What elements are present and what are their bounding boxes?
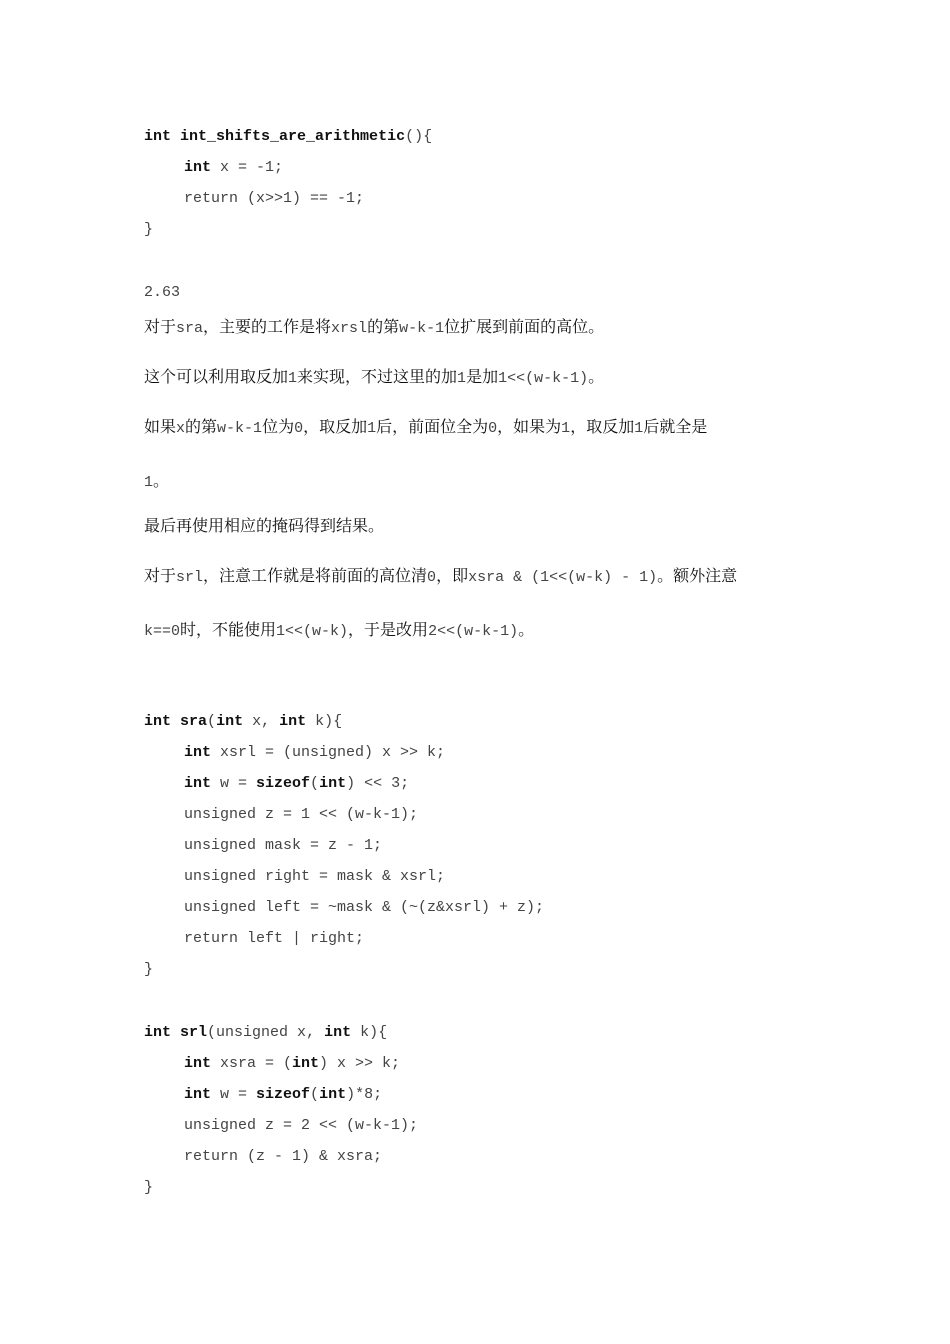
inline-code: 0: [294, 420, 304, 437]
paragraph-2: [144, 364, 604, 387]
code3-line-5: }: [144, 1179, 154, 1196]
inline-code: 1<<(w-k-1): [498, 370, 589, 387]
inline-code: 1<<(w-k): [276, 623, 349, 640]
inline-code: 0: [488, 420, 498, 437]
text: 位扩展到前面的高位。: [444, 317, 605, 336]
keyword: int: [324, 1024, 352, 1041]
inline-code: 0: [427, 569, 437, 586]
keyword: int: [144, 1024, 172, 1041]
text: ，主要的工作是将: [203, 317, 332, 336]
text: 来实现，不过这里的加: [297, 367, 458, 386]
keyword: int: [144, 128, 172, 145]
code-text: xsra = (: [211, 1055, 293, 1072]
code2-line-3: unsigned z = 1 << (w-k-1);: [184, 806, 419, 823]
inline-code: x: [176, 420, 186, 437]
paragraph-3-cont: [144, 468, 169, 491]
text: 的第: [185, 417, 218, 436]
code-text: x = -1;: [211, 159, 284, 176]
code3-line-1: [184, 1055, 400, 1072]
keyword: sizeof: [256, 775, 311, 792]
inline-code: 1: [144, 474, 154, 491]
keyword: int: [184, 1086, 212, 1103]
function-name: sra: [180, 713, 208, 730]
paragraph-6: [144, 617, 534, 640]
inline-code: xrsl: [331, 320, 368, 337]
text: 时，不能使用: [180, 620, 277, 639]
code-text: ) << 3;: [346, 775, 410, 792]
text: 。: [518, 620, 535, 639]
code-text: xsrl = (unsigned) x >> k;: [211, 744, 446, 761]
code3-line-2: [184, 1086, 382, 1103]
function-name: int_shifts_are_arithmetic: [180, 128, 406, 145]
code-text: ) x >> k;: [319, 1055, 401, 1072]
text: 后，前面位全为: [376, 417, 489, 436]
keyword: int: [319, 1086, 347, 1103]
code1-line-2: return (x>>1) == -1;: [184, 190, 365, 207]
code2-line-6: unsigned left = ~mask & (~(z&xsrl) + z);: [184, 899, 545, 916]
code2-line-7: return left | right;: [184, 930, 365, 947]
inline-code: k==0: [144, 623, 181, 640]
text: 是加: [466, 367, 499, 386]
keyword: int: [216, 713, 244, 730]
text: 。: [153, 471, 170, 490]
code-text: (: [207, 713, 217, 730]
text: ，取反加: [570, 417, 635, 436]
code2-line-2: [184, 775, 409, 792]
paragraph-4: 最后再使用相应的掩码得到结果。: [144, 516, 385, 535]
code3-line-4: return (z - 1) & xsra;: [184, 1148, 383, 1165]
code-text: (: [310, 1086, 320, 1103]
section-number: 2.63: [144, 284, 181, 301]
text: 位为: [262, 417, 295, 436]
keyword: int: [184, 1055, 212, 1072]
code2-line-8: }: [144, 961, 154, 978]
keyword: int: [144, 713, 172, 730]
code1-line-1: [184, 159, 283, 176]
inline-code: sra: [176, 320, 204, 337]
keyword: sizeof: [256, 1086, 311, 1103]
text: 对于: [144, 566, 177, 585]
code-text: w =: [211, 1086, 257, 1103]
keyword: int: [184, 775, 212, 792]
text: ，即: [436, 566, 469, 585]
inline-code: 1: [457, 370, 467, 387]
text: ，于是改用: [348, 620, 429, 639]
code-text: x,: [243, 713, 280, 730]
inline-code: xsra & (1<<(w-k) - 1): [468, 569, 658, 586]
text: 。额外注意: [657, 566, 738, 585]
keyword: int: [279, 713, 307, 730]
text: 。: [588, 367, 605, 386]
paragraph-1: [144, 314, 604, 337]
text: 的第: [367, 317, 400, 336]
text: ，取反加: [303, 417, 368, 436]
code2-line-5: unsigned right = mask & xsrl;: [184, 868, 446, 885]
paragraph-5: [144, 563, 737, 586]
inline-code: 2<<(w-k-1): [428, 623, 519, 640]
inline-code: w-k-1: [399, 320, 445, 337]
code-text: w =: [211, 775, 257, 792]
code1-line-3: }: [144, 221, 154, 238]
keyword: int: [319, 775, 347, 792]
keyword: int: [292, 1055, 320, 1072]
code-text: k){: [306, 713, 343, 730]
inline-code: 1: [367, 420, 377, 437]
code-text: (: [310, 775, 320, 792]
text: 后就全是: [643, 417, 708, 436]
inline-code: w-k-1: [217, 420, 263, 437]
code-text: )*8;: [346, 1086, 383, 1103]
code-text: (){: [405, 128, 433, 145]
inline-code: 1: [634, 420, 644, 437]
inline-code: 1: [288, 370, 298, 387]
inline-code: srl: [176, 569, 204, 586]
keyword: int: [184, 159, 212, 176]
paragraph-3: [144, 414, 707, 437]
text: 这个可以利用取反加: [144, 367, 289, 386]
function-name: srl: [180, 1024, 208, 1041]
text: ，注意工作就是将前面的高位清: [203, 566, 428, 585]
code2-line-4: unsigned mask = z - 1;: [184, 837, 383, 854]
code3-line-0: [144, 1024, 387, 1041]
text: 对于: [144, 317, 177, 336]
inline-code: 1: [561, 420, 571, 437]
code2-line-0: [144, 713, 342, 730]
text: 如果: [144, 417, 177, 436]
keyword: int: [184, 744, 212, 761]
code2-line-1: [184, 744, 445, 761]
text: ，如果为: [497, 417, 562, 436]
code1-line-0: [144, 128, 432, 145]
code-text: (unsigned x,: [207, 1024, 325, 1041]
code-text: k){: [351, 1024, 388, 1041]
code3-line-3: unsigned z = 2 << (w-k-1);: [184, 1117, 419, 1134]
